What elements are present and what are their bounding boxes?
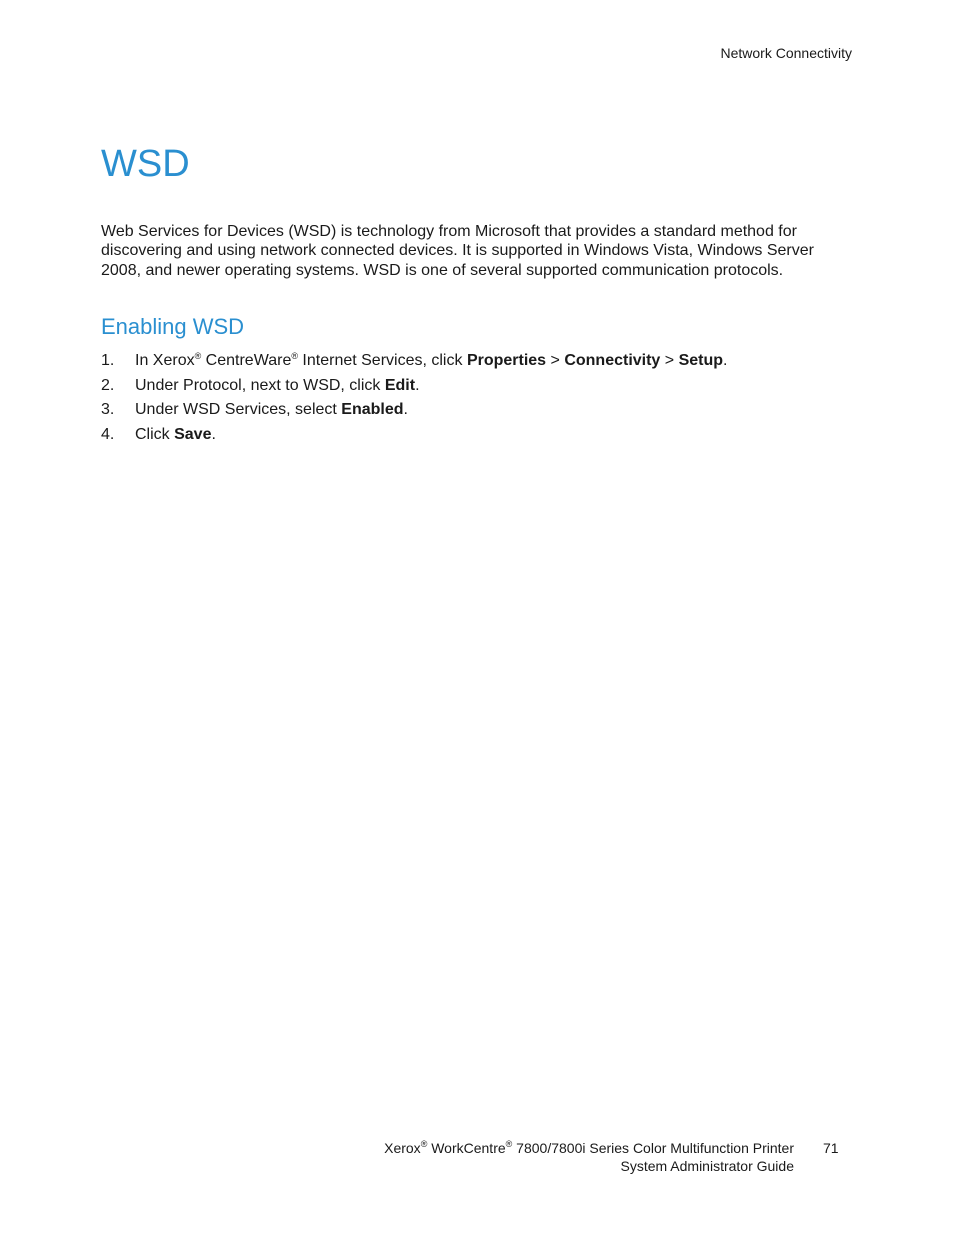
steps-list: [101, 350, 841, 449]
step-separator: >: [660, 352, 679, 369]
step-ui-label: Enabled: [341, 401, 404, 419]
step-text: [135, 350, 727, 372]
registered-mark: ®: [420, 1139, 428, 1149]
registered-mark: ®: [291, 351, 298, 361]
page-title: WSD: [101, 143, 190, 185]
step-text-part: Internet Services, click: [297, 352, 467, 369]
step-text-part: .: [723, 352, 728, 369]
step-text-part: In Xerox: [135, 352, 195, 369]
section-title: Enabling WSD: [101, 314, 245, 339]
registered-mark: ®: [505, 1139, 513, 1149]
step-number: 1.: [101, 352, 115, 369]
page-number: 71: [823, 1140, 839, 1156]
step-ui-label: Setup: [678, 352, 724, 369]
step-text-part: Under Protocol, next to WSD, click: [135, 376, 385, 394]
step-4: [101, 424, 841, 449]
step-text: [135, 424, 216, 446]
intro-paragraph: Web Services for Devices (WSD) is technology from Microsoft that provides a standard method for discovering and using network connected devices. It is supported in Windows Vista, Windows Server 2008, and newer operating systems. WSD is one of several supported communication protocols.: [101, 223, 814, 279]
step-ui-label: Save: [174, 426, 212, 444]
step-text-part: Click: [135, 426, 175, 444]
step-text: [135, 399, 408, 421]
step-text: [135, 375, 420, 397]
footer-model: 7800/7800i Series Color Multifunction Printer: [512, 1140, 794, 1156]
footer: [384, 1139, 794, 1175]
step-2: [101, 375, 841, 400]
step-3: [101, 399, 841, 424]
registered-mark: ®: [194, 351, 202, 361]
footer-product-line: [384, 1139, 794, 1157]
step-1: [101, 350, 841, 375]
step-number: 2.: [101, 376, 115, 394]
step-text-part: .: [211, 426, 216, 444]
footer-brand: Xerox: [384, 1140, 421, 1156]
footer-product: WorkCentre: [427, 1140, 506, 1156]
step-text-part: Under WSD Services, select: [135, 401, 342, 419]
step-separator: >: [546, 352, 565, 369]
step-ui-label: Edit: [384, 376, 416, 394]
step-ui-label: Properties: [466, 352, 547, 369]
step-text-part: .: [403, 401, 408, 419]
footer-guide-title: System Administrator Guide: [620, 1158, 794, 1174]
step-text-part: .: [415, 376, 420, 394]
running-header: Network Connectivity: [720, 45, 852, 61]
step-number: 3.: [101, 401, 115, 419]
step-text-part: CentreWare: [201, 352, 292, 369]
step-number: 4.: [101, 426, 115, 444]
step-ui-label: Connectivity: [564, 352, 661, 369]
